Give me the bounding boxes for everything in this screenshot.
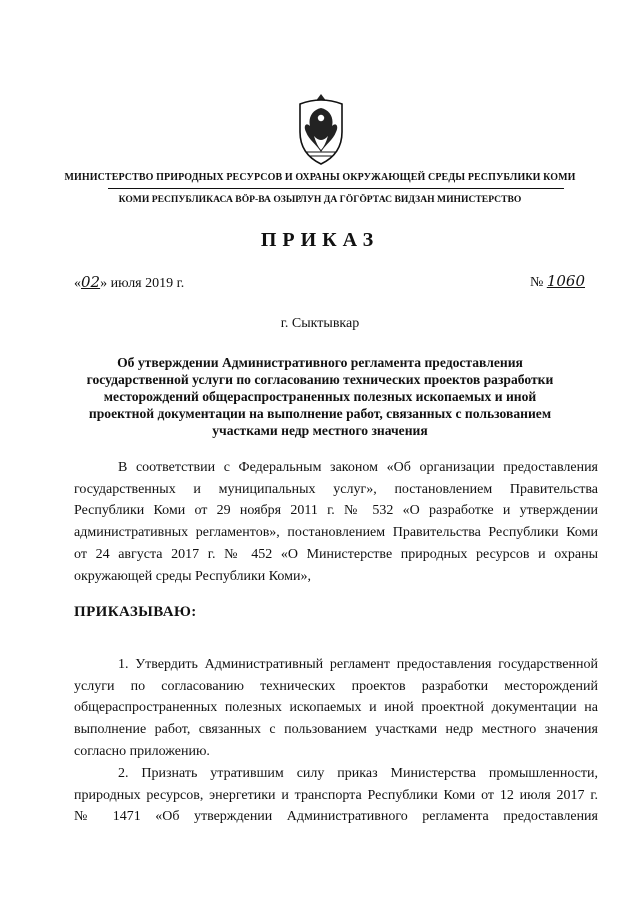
preamble-line: Республики Коми от 29 ноября 2011 г. № 532 «О разработке и утверждении — [74, 503, 598, 519]
item-line: общераспространенных полезных ископаемых и иной проектной документации на — [74, 700, 598, 716]
heading-line: государственной услуги по согласованию технических проектов разработки — [86, 372, 554, 387]
preamble-line: В соответствии с Федеральным законом «Об организации предоставления — [118, 460, 598, 475]
order-date — [74, 273, 184, 292]
order-heading — [80, 354, 560, 439]
komi-republic-emblem-icon — [292, 92, 350, 166]
item-line: 2. Признать утратившим силу приказ Министерства промышленности, — [118, 766, 598, 781]
number-prefix: № — [529, 275, 547, 290]
document-type-title: ПРИКАЗ — [260, 229, 380, 251]
heading-line: месторождений общераспространенных полезных ископаемых и иной — [103, 389, 537, 404]
item-line: согласно приложению. — [74, 743, 210, 759]
order-number — [530, 272, 585, 291]
ministry-name-komi: КОМИ РЕСПУБЛИКАСА ВӦР-ВА ОЗЫРЛУН ДА ГӦГӦРТАС ВИДЗАН МИНИСТЕРСТВО — [118, 194, 522, 205]
handwritten-number: 1060 — [546, 272, 585, 290]
heading-line: проектной документации на выполнение работ, связанных с пользованием — [88, 406, 552, 421]
item-line: № 1471 «Об утверждении Административного регламента предоставления — [74, 809, 598, 825]
ministry-name-russian: МИНИСТЕРСТВО ПРИРОДНЫХ РЕСУРСОВ И ОХРАНЫ ОКРУЖАЮЩЕЙ СРЕДЫ РЕСПУБЛИКИ КОМИ — [64, 172, 576, 183]
preamble-paragraph — [74, 457, 598, 587]
date-prefix: « — [74, 276, 81, 291]
handwritten-day: 02 — [81, 273, 101, 291]
preamble-line: административных регламентов», постановлением Правительства Республики Коми — [74, 525, 598, 541]
city-name: г. Сыктывкар — [280, 316, 360, 331]
heading-line: Об утверждении Административного регламента предоставления — [117, 355, 523, 370]
preamble-line: окружающей среды Республики Коми», — [74, 568, 311, 584]
preamble-line: от 24 августа 2017 г. № 452 «О Министерстве природных ресурсов и охраны — [74, 546, 598, 562]
item-line: услуги по согласованию технических проектов разработки месторождений — [74, 678, 598, 694]
item-line: природных ресурсов, энергетики и транспорта Республики Коми от 12 июля 2017 г. — [74, 787, 598, 803]
order-directive: ПРИКАЗЫВАЮ: — [74, 604, 197, 620]
item-line: 1. Утвердить Административный регламент предоставления государственной — [118, 657, 598, 672]
item-line: выполнение работ, связанных с пользованием участками недр местного значения — [74, 722, 598, 738]
preamble-line: государственных и муниципальных услуг», постановлением Правительства — [74, 481, 598, 497]
order-item-2 — [74, 763, 598, 828]
order-item-1 — [74, 654, 598, 763]
date-suffix: » июля 2019 г. — [100, 276, 185, 291]
heading-line: участками недр местного значения — [212, 423, 428, 438]
header-divider — [108, 188, 564, 189]
